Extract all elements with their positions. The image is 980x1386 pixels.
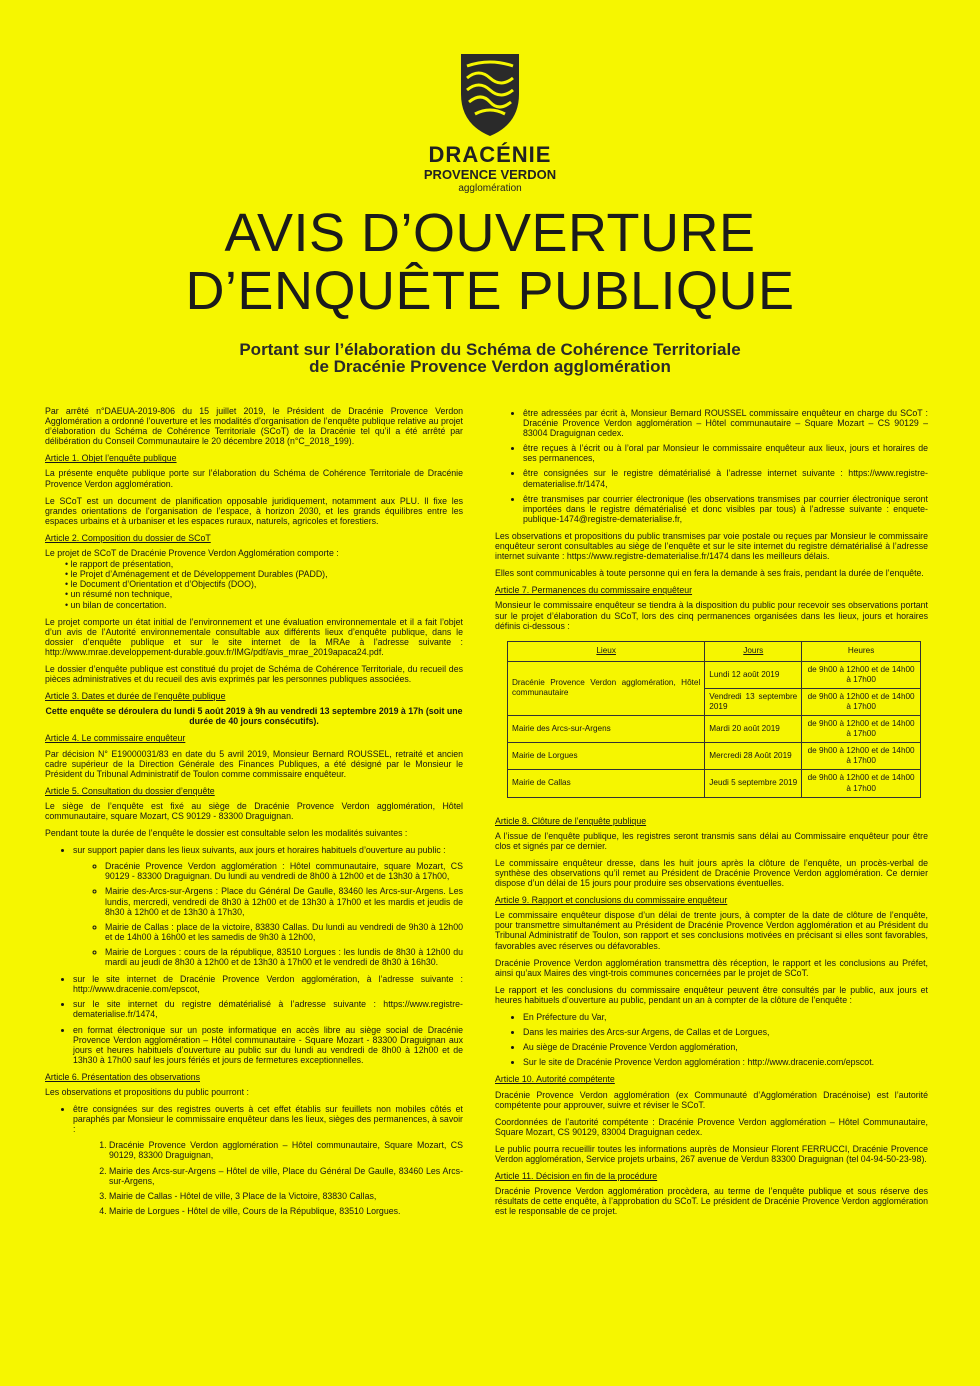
table-header-row [508, 641, 921, 661]
article-1-p2: Le SCoT est un document de planification opposable juridiquement, notamment aux PLU. Il fixe les grandes orientations de l’organisation de l’espace, à horizon 2030, et les grands équilibres entre les espaces urbains et à urbaniser et les espaces ruraux, naturels, agricoles et forestiers. [45, 495, 463, 526]
sites-list [73, 861, 463, 967]
article-10-heading: Article 10. Autorité compétente [495, 1074, 615, 1085]
left-column [45, 406, 463, 1223]
permanences-table [507, 641, 921, 798]
list-item: • En Préfecture du Var, [523, 1012, 928, 1022]
subtitle-line-2: de Dracénie Provence Verdon agglomération [309, 357, 671, 376]
title-line-2: D’ENQUÊTE PUBLIQUE [185, 261, 795, 321]
table-cell: Mercredi 28 Août 2019 [705, 743, 802, 770]
places-list [73, 1140, 463, 1216]
list-item: • le Projet d’Aménagement et de Développement Durables (PADD), [65, 569, 463, 579]
list-item: 1. Dracénie Provence Verdon agglomération – Hôtel communautaire, Square Mozart, CS 90129, 83300 Draguignan, [109, 1140, 463, 1160]
table-cell: Mairie de Lorgues [508, 743, 705, 770]
list-item: • en format électronique sur un poste informatique en accès libre au siège social de Dracénie Provence Verdon agglomération – Hôtel communautaire - Square Mozart - 83300 Draguignan aux jours et heures habituels d’ouverture au public sur du lundi au vendredi de 8h00 à 12h00 et de 13h30 à 17h00 sauf les jours fériés et jours de fermetures exceptionnelles. [73, 1025, 463, 1065]
table-cell: de 9h00 à 12h00 et de 14h00 à 17h00 [802, 661, 921, 688]
article-11-p1: Dracénie Provence Verdon agglomération procèdera, au terme de l’enquête publique et sous réserve des résultats de cette enquête, à l’approbation du SCoT. Le président de Dracénie Provence Verdon agglomération est le responsable de ce projet. [495, 1186, 928, 1217]
article-2-p1: Le projet de SCoT de Dracénie Provence Verdon Agglomération comporte : [45, 548, 339, 559]
article-1-heading: Article 1. Objet l’enquête publique [45, 453, 177, 464]
list-item: • un résumé non technique, [65, 589, 463, 599]
report-locations-list [495, 1012, 928, 1067]
article-9-heading: Article 9. Rapport et conclusions du commissaire enquêteur [495, 895, 728, 906]
table-cell: de 9h00 à 12h00 et de 14h00 à 17h00 [802, 770, 921, 797]
table-cell: Mairie des Arcs-sur-Argens [508, 716, 705, 743]
article-9-p2: Dracénie Provence Verdon agglomération transmettra dès réception, le rapport et les conclusions au Préfet, ainsi qu’aux Maires des vingt-trois communes concernées par le projet de SCoT. [495, 957, 928, 978]
list-item: ◦ Mairie de Callas : place de la victoire, 83830 Callas. Du lundi au vendredi de 9h30 à 12h00 et de 14h00 à 16h00 et les samedis de 9h30 à 12h00, [105, 922, 463, 942]
list-item: • être reçues à l’écrit ou à l’oral par Monsieur le commissaire enquêteur aux lieux, jours et horaires de ses permanences, [523, 443, 928, 463]
table-cell: de 9h00 à 12h00 et de 14h00 à 17h00 [802, 743, 921, 770]
subtitle-line-1: Portant sur l’élaboration du Schéma de Cohérence Territoriale [239, 340, 741, 359]
list-item: • être consignées sur le registre dématérialisé à l’adresse internet suivante : https://www.registre-dematerialise.fr/1474, [523, 468, 928, 488]
article-4-heading: Article 4. Le commissaire enquêteur [45, 733, 186, 744]
article-7-heading: Article 7. Permanences du commissaire enquêteur [495, 585, 693, 596]
article-8-p2: Le commissaire enquêteur dresse, dans les huit jours après la clôture de l’enquête, un procès-verbal de synthèse des observations qu’il remet au Président de Dracénie Provence Verdon agglomération. Ce dernier dispose d’un délai de 15 jours pour produire ses observations éventuelles. [495, 857, 928, 889]
article-2-heading: Article 2. Composition du dossier de SCoT [45, 532, 211, 543]
table-cell: Vendredi 13 septembre 2019 [705, 688, 802, 715]
table-cell: Mairie de Callas [508, 770, 705, 797]
table-row [508, 716, 921, 743]
article-9-p3: Le rapport et les conclusions du commissaire enquêteur peuvent être consultés par le public, aux jours et heures habituels d’ouverture au public, pendant un an à compter de la clôture de l’enquête : [495, 984, 928, 1005]
article-2-p3: Le dossier d’enquête publique est constitué du projet de Schéma de Cohérence Territoriale, du recueil des pièces administratives et du recueil des avis exprimés par les personnes publiques associées. [45, 663, 463, 685]
list-item: • être transmises par courrier électronique (les observations transmises par courrier électronique seront importées dans le registre dématérialisé et donc visibles par tous) à l’adresse suivante : enquete-publique-1474@registre-dematerialise.fr, [523, 494, 928, 524]
list-item: • un bilan de concertation. [65, 600, 463, 610]
dossier-list [45, 559, 463, 609]
table-row [508, 661, 921, 688]
table-row [508, 743, 921, 770]
table-cell: Dracénie Provence Verdon agglomération, Hôtel communautaire [508, 661, 705, 715]
right-column [495, 406, 928, 1223]
dracenie-logo-icon [455, 50, 525, 138]
list-item: • Sur le site de Dracénie Provence Verdon agglomération : http://www.dracenie.com/epscot. [523, 1057, 928, 1067]
article-10-p1: Dracénie Provence Verdon agglomération (ex Communauté d’Agglomération Dracénoise) est l’autorité compétente pour approuver, suivre et réviser le SCoT. [495, 1089, 928, 1110]
article-7-p1: Monsieur le commissaire enquêteur se tiendra à la disposition du public pour recevoir ses observations portant sur le projet d’élaboration du SCoT, lors des cinq permanences organisées dans les lieux, jours et horaires définis ci-dessous : [495, 600, 928, 631]
table-cell: Jeudi 5 septembre 2019 [705, 770, 802, 797]
list-item-text: être consignées sur des registres ouverts à cet effet établis sur feuillets non mobiles côtés et paraphés par Monsieur le commissaire enquêteur dans les lieux, sièges des permanences, à savoir : [73, 1104, 463, 1135]
list-item: • Au siège de Dracénie Provence Verdon agglomération, [523, 1042, 928, 1052]
article-5-p1: Le siège de l’enquête est fixé au siège de Dracénie Provence Verdon agglomération, Hôtel communautaire, square Mozart, CS 90129 - 83300 Draguignan. [45, 800, 463, 821]
list-item: ◦ Mairie de Lorgues : cours de la république, 83510 Lorgues : les lundis de 8h30 à 12h00 du mardi au jeudi de 8h30 à 12h00 et de 13h30 à 17h00 et le vendredi de 8h30 à 16h30. [105, 947, 463, 967]
list-item: • le Document d’Orientation et d’Objectifs (DOO), [65, 579, 463, 589]
table-header: Jours [705, 641, 802, 661]
brand-subname: PROVENCE VERDON [423, 167, 557, 182]
article-8-p1: A l’issue de l’enquête publique, les registres seront transmis sans délai au Commissaire enquêteur pour être clos et signés par ce dernier. [495, 830, 928, 851]
brand-tagline: agglomération [458, 183, 522, 194]
article-3-p1: Cette enquête se déroulera du lundi 5 août 2019 à 9h au vendredi 13 septembre 2019 à 17h (soit une durée de 40 jours consécutifs). [45, 706, 463, 727]
table-cell: Lundi 12 août 2019 [705, 661, 802, 688]
article-8-heading: Article 8. Clôture de l’enquête publique [495, 815, 647, 826]
consultation-list [45, 845, 463, 1065]
article-4-p1: Par décision N° E19000031/83 en date du 5 avril 2019, Monsieur Bernard ROUSSEL, retraité et ancien cadre supérieur de la Direction Générale des Finances Publiques, a été désigné par le Monsieur le Président du Tribunal Administratif de Toulon comme commissaire enquêteur. [45, 748, 463, 779]
table-header: Lieux [508, 641, 705, 661]
article-11-heading: Article 11. Décision en fin de la procédure [495, 1171, 658, 1182]
article-3-heading: Article 3. Dates et durée de l’enquête publique [45, 691, 226, 702]
article-5-heading: Article 5. Consultation du dossier d’enquête [45, 785, 215, 796]
list-item [73, 845, 463, 967]
article-6-p3: Elles sont communicables à toute personne qui en fera la demande à ses frais, pendant la durée de l’enquête. [495, 568, 924, 579]
list-item: ◦ Mairie des-Arcs-sur-Argens : Place du Général De Gaulle, 83460 les Arcs-sur-Argens. Les lundis, mercredi, vendredi de 8h30 à 12h00 et de 13h30 à 17h00 et les mardis et jeudis de 8h30 à 12h00 et de 13h30 à 17h30, [105, 886, 463, 916]
list-item: • Dans les mairies des Arcs-sur Argens, de Callas et de Lorgues, [523, 1027, 928, 1037]
article-6-heading: Article 6. Présentation des observations [45, 1071, 201, 1082]
article-6-p1: Les observations et propositions du public pourront : [45, 1086, 249, 1097]
table-row [508, 770, 921, 797]
article-1-p1: La présente enquête publique porte sur l’élaboration du Schéma de Cohérence Territoriale de Dracénie Provence Verdon agglomération. [45, 468, 463, 489]
article-2-p2: Le projet comporte un état initial de l’environnement et une évaluation environnementale et il a fait l’objet d’un avis de l’Autorité environnementale consultable aux différents lieux d’enquête publique, dans le dossier d’enquête publique et sur le site internet de la MRAe à l’adresse suivante : http://www.mrae.developpement-durable.gouv.fr/IMG/pdf/avis_mrae_2019apaca24.pdf. [45, 616, 463, 657]
list-item: 2. Mairie des Arcs-sur-Argens – Hôtel de ville, Place du Général De Gaulle, 83460 Les Arcs-sur-Argens, [109, 1166, 463, 1186]
list-item: ◦ Dracénie Provence Verdon agglomération : Hôtel communautaire, square Mozart, CS 90129 - 83300 Draguignan. Du lundi au vendredi de 8h00 à 12h00 et de 13h30 à 17h00, [105, 861, 463, 881]
list-item: • sur le site internet de Dracénie Provence Verdon agglomération, à l’adresse suivante : http://www.dracenie.com/epscot, [73, 974, 463, 994]
list-item: • le rapport de présentation, [65, 559, 463, 569]
title-line-1: AVIS D’OUVERTURE [224, 203, 756, 263]
observations-list-continued [495, 408, 928, 524]
list-item: • être adressées par écrit à, Monsieur Bernard ROUSSEL commissaire enquêteur en charge du SCoT : Dracénie Provence Verdon agglomération – Hôtel communautaire – Square Mozart – CS 90129 – 83004 Draguignan cedex. [523, 408, 928, 438]
brand-name: DRACÉNIE [428, 142, 552, 167]
list-item: 3. Mairie de Callas - Hôtel de ville, 3 Place de la Victoire, 83830 Callas, [109, 1191, 463, 1201]
table-cell: de 9h00 à 12h00 et de 14h00 à 17h00 [802, 688, 921, 715]
article-5-p2: Pendant toute la durée de l’enquête le dossier est consultable selon les modalités suivantes : [45, 828, 408, 839]
table-cell: de 9h00 à 12h00 et de 14h00 à 17h00 [802, 716, 921, 743]
list-item: • sur le site internet du registre dématérialisé à l’adresse suivante : https://www.registre-dematerialise.fr/1474, [73, 999, 463, 1019]
table-header: Heures [802, 641, 921, 661]
article-9-p1: Le commissaire enquêteur dispose d’un délai de trente jours, à compter de la date de clôture de l’enquête, pour transmettre simultanément au Président de Dracénie Provence Verdon agglomération et au Président du Tribunal Administratif de Toulon, son rapport et ses conclusions motivées en précisant si elles sont favorables, favorables avec réserves ou défavorables. [495, 910, 928, 951]
observations-list [45, 1104, 463, 1216]
list-item-text: sur support papier dans les lieux suivants, aux jours et horaires habituels d’ouverture au public : [73, 845, 446, 856]
intro-paragraph: Par arrêté n°DAEUA-2019-806 du 15 juillet 2019, le Président de Dracénie Provence Verdon Agglomération a ordonné l’ouverture et les modalités d’organisation de l’enquête publique relative au projet d’élaboration du Schéma de Cohérence Territoriale (SCoT) de la Dracénie tel qu’il a été arrêté par délibération du Conseil Communautaire le 20 décembre 2018 (n°C_2018_199). [45, 406, 463, 447]
table-cell: Mardi 20 août 2019 [705, 716, 802, 743]
article-10-p3: Le public pourra recueillir toutes les informations auprès de Monsieur Florent FERRUCCI, Dracénie Provence Verdon agglomération, Service projets urbains, 267 avenue de Verdun 83300 Draguignan (tel 04-94-50-23-98). [495, 1143, 928, 1164]
list-item: 4. Mairie de Lorgues - Hôtel de ville, Cours de la République, 83510 Lorgues. [109, 1206, 463, 1216]
list-item [73, 1104, 463, 1216]
article-6-p2: Les observations et propositions du public transmises par voie postale ou reçues par Monsieur le commissaire enquêteur seront consultables au siège de l’enquête et sur le site internet du registre dématérialisé à l’adresse internet suivante : https://www.registre-dematerialise.fr/1474 dans les meilleurs délais. [495, 530, 928, 562]
article-10-p2: Coordonnées de l’autorité compétente : Dracénie Provence Verdon agglomération – Hôtel Communautaire, Square Mozart, CS 90129, 83004 Draguignan cedex. [495, 1116, 928, 1137]
